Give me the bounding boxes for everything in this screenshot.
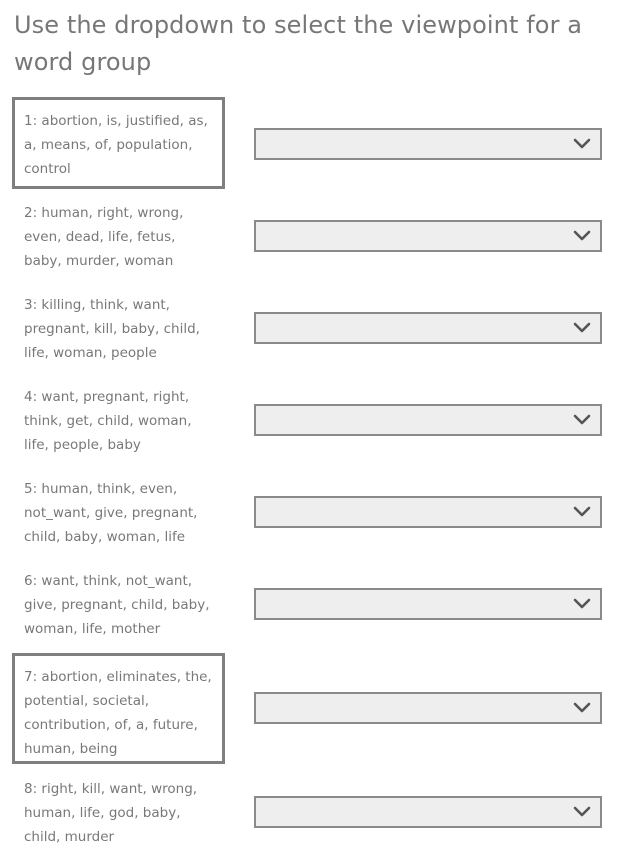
page-title: Use the dropdown to select the viewpoint for a word group: [14, 11, 583, 76]
word-group-text: 2: human, right, wrong, even, dead, life, fetus, baby, murder, woman: [24, 205, 184, 269]
word-group-5: [12, 465, 225, 557]
word-group-text: 5: human, think, even, not_want, give, pregnant, child, baby, woman, life: [24, 481, 198, 545]
viewpoint-dropdown-3[interactable]: [254, 312, 602, 344]
word-group-text: 3: killing, think, want, pregnant, kill, baby, child, life, woman, people: [24, 297, 200, 361]
viewpoint-dropdown-7[interactable]: [254, 692, 602, 724]
viewpoint-dropdown-4[interactable]: [254, 404, 602, 436]
viewpoint-dropdown-2[interactable]: [254, 220, 602, 252]
word-group-text: 6: want, think, not_want, give, pregnant, child, baby, woman, life, mother: [24, 573, 210, 637]
viewpoint-dropdown-1[interactable]: [254, 128, 602, 160]
viewpoint-dropdown-6[interactable]: [254, 588, 602, 620]
word-group-1: [12, 97, 225, 189]
word-group-text: 4: want, pregnant, right, think, get, child, woman, life, people, baby: [24, 389, 192, 453]
chevron-down-icon: [573, 138, 591, 150]
word-group-4: [12, 373, 225, 465]
chevron-down-icon: [573, 414, 591, 426]
chevron-down-icon: [573, 598, 591, 610]
chevron-down-icon: [573, 322, 591, 334]
chevron-down-icon: [573, 702, 591, 714]
viewpoint-dropdown-5[interactable]: [254, 496, 602, 528]
word-group-8: [12, 765, 225, 857]
chevron-down-icon: [573, 806, 591, 818]
word-group-3: [12, 281, 225, 373]
word-group-6: [12, 557, 225, 649]
chevron-down-icon: [573, 506, 591, 518]
word-group-text: 1: abortion, is, justified, as, a, means, of, population, control: [24, 113, 208, 177]
word-group-2: [12, 189, 225, 281]
chevron-down-icon: [573, 230, 591, 242]
word-group-text: 7: abortion, eliminates, the, potential, societal, contribution, of, a, future, human, being: [24, 669, 212, 757]
viewpoint-dropdown-8[interactable]: [254, 796, 602, 828]
word-group-text: 8: right, kill, want, wrong, human, life, god, baby, child, murder: [24, 781, 198, 845]
word-group-7: [12, 653, 225, 764]
